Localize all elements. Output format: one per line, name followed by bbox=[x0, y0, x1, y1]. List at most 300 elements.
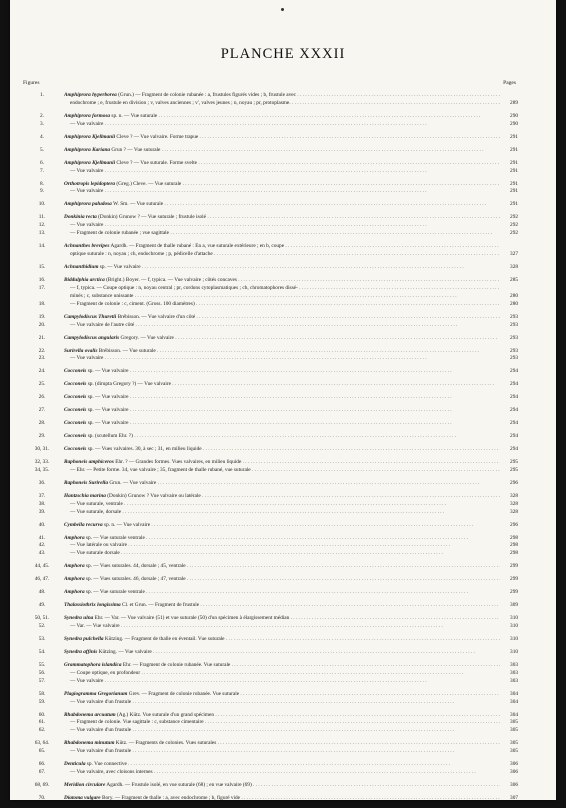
entry-text: — Vue valvaire bbox=[70, 222, 104, 229]
page-number: 305 bbox=[510, 740, 518, 747]
entry-description bbox=[64, 493, 500, 501]
page-number: 303 bbox=[510, 661, 518, 668]
entry-description bbox=[70, 727, 500, 735]
entry-text: — Fragment de colonie rubanée ; vue sagittale bbox=[70, 230, 169, 237]
entry-line bbox=[10, 113, 556, 121]
entry-text: Bory. — Fragment de thalle : a, avec endochrome ; b, figuré vide bbox=[100, 795, 241, 801]
entry-description bbox=[64, 201, 500, 209]
figure-number: 26. bbox=[38, 394, 46, 401]
entry-description bbox=[70, 748, 500, 756]
entry-line bbox=[10, 168, 556, 176]
species-name: Amphora bbox=[64, 589, 85, 596]
entry-description bbox=[64, 535, 500, 543]
entry-description bbox=[70, 168, 500, 176]
figure-number: 32, 33. bbox=[34, 458, 50, 465]
figure-entry bbox=[10, 92, 556, 108]
page-number: 293 bbox=[510, 334, 518, 341]
entry-description bbox=[70, 699, 500, 707]
page-number: 310 bbox=[510, 648, 518, 655]
entry-description bbox=[64, 615, 500, 623]
species-name: Raphoneis Surirella bbox=[64, 479, 109, 486]
species-name: Diatoma vulgare bbox=[64, 795, 101, 801]
entry-description bbox=[64, 407, 500, 415]
page-number: 294 bbox=[510, 394, 518, 401]
entry-text: — Vue valvaire d'un frustule bbox=[70, 698, 132, 705]
entry-text: Cl. et Grun. — Fragment de frustule bbox=[120, 602, 200, 609]
figure-number: 49. bbox=[38, 602, 46, 609]
entry-text: Ehr. ? — Grandes formes. Vues valvaires, en milieu liquide bbox=[113, 458, 242, 465]
figure-entry bbox=[10, 691, 556, 707]
entry-text: — Vue valvaire bbox=[70, 120, 104, 127]
entry-description bbox=[70, 293, 500, 301]
figure-number: 5. bbox=[40, 146, 44, 153]
page-number: 285 bbox=[510, 276, 518, 283]
entry-line bbox=[10, 522, 556, 530]
plate-page bbox=[10, 0, 556, 800]
page-number: 291 bbox=[510, 159, 518, 166]
entry-text: Grun. — Vue valvaire bbox=[108, 479, 157, 486]
page-number: 299 bbox=[510, 589, 518, 596]
figure-entry bbox=[10, 147, 556, 155]
species-name: Rhabdonema minutum bbox=[64, 740, 115, 747]
figure-number: 65. bbox=[38, 748, 46, 755]
figure-number: 25. bbox=[38, 381, 46, 388]
figure-entry bbox=[10, 446, 556, 454]
entry-line bbox=[10, 678, 556, 686]
page-number: 307 bbox=[510, 795, 518, 801]
entry-description bbox=[70, 230, 500, 238]
entry-description bbox=[64, 649, 500, 657]
page-number: 280 bbox=[510, 300, 518, 307]
figure-number: 1. bbox=[40, 92, 44, 98]
page-number: 291 bbox=[510, 133, 518, 140]
figure-entry bbox=[10, 522, 556, 530]
entry-description bbox=[70, 769, 500, 777]
entry-description bbox=[64, 522, 500, 530]
entry-text: — Ehr. — Petite forme. 34, vue valvaire ; 35, fragment de thalle rubané, vue suturale bbox=[70, 466, 251, 473]
page-number: 291 bbox=[510, 167, 518, 174]
figure-number: 10. bbox=[38, 201, 46, 208]
entry-line bbox=[10, 550, 556, 558]
entry-text: sp. (scutellum Ehr. ?) bbox=[86, 433, 133, 440]
figure-entry bbox=[10, 615, 556, 631]
page-number: 296 bbox=[510, 479, 518, 486]
entry-description bbox=[64, 691, 500, 699]
entry-line bbox=[10, 243, 556, 251]
page-number: 298 bbox=[510, 550, 518, 557]
figure-entry bbox=[10, 264, 556, 272]
figure-number: 6. bbox=[40, 159, 44, 166]
figure-number: 36. bbox=[38, 479, 46, 486]
entry-description bbox=[70, 355, 500, 363]
species-name: Campylodiscus angularis bbox=[64, 334, 120, 341]
entry-line bbox=[10, 368, 556, 376]
figure-number: 18. bbox=[38, 300, 46, 307]
species-name: Rhabdonema arcuatum bbox=[64, 711, 116, 718]
entry-description bbox=[70, 100, 500, 108]
figure-entry bbox=[10, 712, 556, 736]
entry-line bbox=[10, 509, 556, 517]
page-number: 280 bbox=[510, 292, 518, 299]
page-number: 294 bbox=[510, 446, 518, 452]
entry-text: sp. (dirupta Gregory ?) — Vue valvaire bbox=[86, 381, 171, 388]
species-name: Surirella ovalis bbox=[64, 347, 98, 354]
figure-number: 17. bbox=[38, 284, 46, 291]
figure-number: 58. bbox=[38, 690, 46, 697]
figure-number: 56. bbox=[38, 669, 46, 676]
page-number: 296 bbox=[510, 521, 518, 528]
figure-number: 44, 45. bbox=[34, 563, 50, 570]
entry-line bbox=[10, 121, 556, 129]
entry-line bbox=[10, 795, 556, 803]
entry-line bbox=[10, 92, 556, 100]
entry-line bbox=[10, 712, 556, 720]
figure-number: 43. bbox=[38, 550, 46, 557]
figure-number: 46, 47. bbox=[34, 576, 50, 583]
figure-entry bbox=[10, 535, 556, 559]
figure-entry bbox=[10, 563, 556, 571]
entry-line bbox=[10, 188, 556, 196]
species-name: Amphora bbox=[64, 576, 85, 583]
species-name: Cocconeis bbox=[64, 368, 87, 375]
entry-line bbox=[10, 719, 556, 727]
figure-number: 70. bbox=[38, 795, 46, 801]
entry-line bbox=[10, 264, 556, 272]
entry-description bbox=[64, 420, 500, 428]
figure-entry bbox=[10, 740, 556, 756]
page-number: 294 bbox=[510, 381, 518, 388]
figure-entry bbox=[10, 407, 556, 415]
entry-text: — Vue valvaire bbox=[70, 188, 104, 195]
entry-line bbox=[10, 285, 556, 293]
entry-description bbox=[70, 670, 500, 678]
page-number: 295 bbox=[510, 466, 518, 473]
figure-number: 4. bbox=[40, 133, 44, 140]
entry-description bbox=[64, 335, 500, 343]
entry-text: sp. — Vue valvaire bbox=[86, 407, 129, 414]
species-name: Raphoneis amphiceros bbox=[64, 458, 114, 465]
entry-description bbox=[64, 636, 500, 644]
figure-entry bbox=[10, 576, 556, 584]
species-name: Amphiprora paludosa bbox=[64, 201, 112, 208]
entry-text: — f, typica. — Coupe optique : n, noyau central ; pr, cordons cytoplasmatiques ; ch, chromatophores dissé- bbox=[70, 284, 298, 291]
entry-description bbox=[64, 147, 500, 155]
figure-number: 41. bbox=[38, 534, 46, 541]
figure-number: 63, 64. bbox=[34, 740, 50, 747]
figure-number: 38. bbox=[38, 500, 46, 507]
species-name: Grammatophora islandica bbox=[64, 661, 122, 668]
figure-entry bbox=[10, 420, 556, 428]
species-name: Amphora bbox=[64, 534, 85, 541]
species-name: Donkinia recta bbox=[64, 214, 97, 221]
figure-number: 24. bbox=[38, 368, 46, 375]
page-number: 293 bbox=[510, 313, 518, 320]
entry-description bbox=[70, 322, 500, 330]
entry-line bbox=[10, 670, 556, 678]
entry-line bbox=[10, 277, 556, 285]
figure-entry bbox=[10, 480, 556, 488]
figure-entry bbox=[10, 201, 556, 209]
page-number: 292 bbox=[510, 222, 518, 229]
entry-text: sp. n. — Vue suturale bbox=[110, 112, 158, 119]
entry-text: Ehr. — Fragment de colonie rubanée. Vue suturale bbox=[121, 661, 231, 668]
entry-description bbox=[64, 740, 500, 748]
entry-text: Cleve ? — Vue suturale. Forme svelte bbox=[115, 159, 198, 166]
page-number: 291 bbox=[510, 201, 518, 208]
species-name: Synedra pulchella bbox=[64, 635, 104, 642]
figure-entry bbox=[10, 160, 556, 176]
page-number: 293 bbox=[510, 355, 518, 362]
entry-text: sp. — Vues suturales. 44, dorsale ; 45, ventrale bbox=[84, 563, 186, 570]
entry-description bbox=[70, 467, 500, 475]
species-name: Amphiprora Kariana bbox=[64, 146, 111, 153]
page-number: 306 bbox=[510, 761, 518, 768]
entry-text: W. Sm. — Vue suturale bbox=[111, 201, 164, 208]
entry-description bbox=[70, 623, 500, 631]
figure-number: 7. bbox=[40, 167, 44, 174]
figure-entry bbox=[10, 761, 556, 777]
figure-number: 61. bbox=[38, 719, 46, 726]
entry-text: sp. — Vue suturale ventrale bbox=[84, 589, 145, 596]
entry-description bbox=[70, 188, 500, 196]
entry-text: — Fragment de colonie. Vue sagittale : c, substance cimentaire bbox=[70, 719, 204, 726]
entry-description bbox=[64, 92, 500, 100]
entry-text: Brébisson. — Vue valvaire d'un côté bbox=[116, 313, 196, 320]
page-number: 291 bbox=[510, 180, 518, 187]
entry-text: — Vue valvaire bbox=[70, 355, 104, 362]
page-number: 306 bbox=[510, 769, 518, 776]
page-number: 303 bbox=[510, 669, 518, 676]
entry-text: — Vue valvaire d'un frustule bbox=[70, 727, 132, 734]
figure-number: 23. bbox=[38, 355, 46, 362]
entry-line bbox=[10, 293, 556, 301]
page-number: 328 bbox=[510, 264, 518, 270]
page-number: 299 bbox=[510, 563, 518, 570]
figure-number: 8. bbox=[40, 180, 44, 187]
entry-text: Gregory. — Vue valvaire bbox=[119, 334, 174, 341]
entry-line bbox=[10, 134, 556, 142]
figure-number: 42. bbox=[38, 542, 46, 549]
entry-line bbox=[10, 662, 556, 670]
figure-number: 34, 35. bbox=[34, 466, 50, 473]
entry-text: — Vue valvaire, avec cloisons internes bbox=[70, 769, 153, 776]
figure-number: 29. bbox=[38, 433, 46, 440]
page-number: 305 bbox=[510, 719, 518, 726]
entry-line bbox=[10, 602, 556, 610]
entry-text: Brébisson. — Vue suturale bbox=[97, 347, 156, 354]
entry-text: — Vue suturale dorsale bbox=[70, 550, 120, 557]
figure-entry bbox=[10, 589, 556, 597]
entry-description bbox=[64, 795, 500, 803]
species-name: Achnanthes brevipes bbox=[64, 243, 110, 250]
page-number: 310 bbox=[510, 623, 518, 629]
entry-line bbox=[10, 160, 556, 168]
entry-text: sp. n. — Vue valvaire bbox=[102, 521, 151, 528]
entry-text: — Fragment de colonie : c, ciment. (Gross. 100 diamètres) bbox=[70, 300, 195, 307]
species-name: Cocconeis bbox=[64, 407, 87, 414]
figure-number: 68, 69. bbox=[34, 782, 50, 789]
entry-description bbox=[64, 243, 500, 251]
figure-number: 12. bbox=[38, 222, 46, 229]
page-number: 293 bbox=[510, 321, 518, 328]
entry-text: Kütz. — Fragments de colonies. Vues suturales bbox=[114, 740, 217, 747]
entry-text: sp. — Vue suturale ventrale bbox=[84, 534, 145, 541]
entry-text: Ehr. — Var. — Vue valvaire (51) et vue suturale (50) d'un spécimen à élargissement médian bbox=[93, 615, 290, 622]
page-number: 304 bbox=[510, 711, 518, 718]
species-name: Biddulphia arctica bbox=[64, 276, 105, 283]
entry-line bbox=[10, 761, 556, 769]
page-number: 328 bbox=[510, 508, 518, 515]
entry-description bbox=[70, 301, 500, 309]
entry-description bbox=[70, 285, 500, 293]
entry-line bbox=[10, 535, 556, 543]
entry-text: sp. — Vue valvaire bbox=[86, 394, 129, 401]
figure-entry bbox=[10, 368, 556, 376]
entry-description bbox=[64, 563, 500, 571]
figure-entry bbox=[10, 113, 556, 129]
page-number: 310 bbox=[510, 635, 518, 642]
figure-entry bbox=[10, 394, 556, 402]
entry-line bbox=[10, 542, 556, 550]
figure-entry bbox=[10, 381, 556, 389]
figure-number: 9. bbox=[40, 188, 44, 195]
entry-text: sp. Vue connective bbox=[85, 761, 127, 768]
entry-line bbox=[10, 589, 556, 597]
entry-text: Kützing. — Fragment de thalle en éventail. Vue suturale bbox=[103, 635, 225, 642]
figure-number: 28. bbox=[38, 420, 46, 427]
figure-number: 16. bbox=[38, 276, 46, 283]
species-name: Cocconeis bbox=[64, 394, 87, 401]
figure-number: 3. bbox=[40, 120, 44, 127]
figure-number: 19. bbox=[38, 313, 46, 320]
entry-text: — Var. — Vue valvaire bbox=[70, 623, 120, 629]
figure-number: 62. bbox=[38, 727, 46, 734]
entry-text: minés ; c, substance unissante bbox=[70, 292, 134, 299]
page-number: 292 bbox=[510, 230, 518, 237]
entry-description bbox=[64, 113, 500, 121]
figure-entry bbox=[10, 493, 556, 517]
entry-description bbox=[64, 589, 500, 597]
entry-text: — Vue valvaire de l'autre côté bbox=[70, 321, 135, 328]
figure-number: 20. bbox=[38, 321, 46, 328]
entry-separator bbox=[10, 803, 556, 808]
entry-description bbox=[64, 160, 500, 168]
figure-number: 39. bbox=[38, 508, 46, 515]
page-number: 299 bbox=[510, 576, 518, 583]
entry-description bbox=[64, 712, 500, 720]
figures-column-header: Figures bbox=[23, 80, 40, 86]
entry-line bbox=[10, 727, 556, 735]
entry-text: endochrome ; e, frustule en division ; v, valves anciennes ; v', valves jeunes ; n, noyau ; pr, protoplasme. bbox=[70, 99, 291, 106]
page-number: 291 bbox=[510, 146, 518, 153]
entry-line bbox=[10, 623, 556, 631]
entry-description bbox=[70, 542, 500, 550]
entry-line bbox=[10, 459, 556, 467]
figure-number: 67. bbox=[38, 769, 46, 776]
entry-description bbox=[70, 678, 500, 686]
figure-number: 13. bbox=[38, 230, 46, 237]
figure-number: 50, 51. bbox=[34, 615, 50, 622]
entry-description bbox=[64, 446, 500, 454]
page-number: 295 bbox=[510, 458, 518, 465]
figure-number: 40. bbox=[38, 521, 46, 528]
entry-description bbox=[64, 602, 500, 610]
species-name: Hantzschia marina bbox=[64, 492, 106, 499]
pages-column-header: Pages bbox=[503, 80, 516, 86]
entry-line bbox=[10, 501, 556, 509]
entry-line bbox=[10, 769, 556, 777]
entry-line bbox=[10, 394, 556, 402]
entry-line bbox=[10, 649, 556, 657]
figure-number: 14. bbox=[38, 243, 46, 250]
entry-line bbox=[10, 322, 556, 330]
figure-entry bbox=[10, 433, 556, 441]
figure-number: 55. bbox=[38, 661, 46, 668]
entry-description bbox=[64, 134, 500, 142]
entry-line bbox=[10, 446, 556, 454]
figure-entry bbox=[10, 134, 556, 142]
entry-text: Grev. — Fragment de colonie rubanée. Vue suturale bbox=[127, 690, 240, 697]
entry-text: optique suturale : n, noyau ; ch, endochrome ; p, pédicelle d'attache bbox=[70, 251, 213, 258]
species-name: Campylodiscus Thuretii bbox=[64, 313, 117, 320]
entry-line bbox=[10, 201, 556, 209]
entry-text: (Grun.) — Fragment de colonie rubanée : a, frustules figurés vides ; b, frustule avec bbox=[116, 92, 296, 98]
entry-description bbox=[64, 314, 500, 322]
figure-number: 2. bbox=[40, 112, 44, 119]
entry-description bbox=[64, 368, 500, 376]
figure-entry bbox=[10, 602, 556, 610]
entry-description bbox=[64, 480, 500, 488]
entry-line bbox=[10, 420, 556, 428]
species-name: Amphiprora Kjellmanii bbox=[64, 159, 116, 166]
entry-line bbox=[10, 480, 556, 488]
entry-line bbox=[10, 100, 556, 108]
entry-line bbox=[10, 782, 556, 790]
entry-line bbox=[10, 147, 556, 155]
entry-line bbox=[10, 563, 556, 571]
figure-entry bbox=[10, 214, 556, 238]
figure-number: 53. bbox=[38, 635, 46, 642]
entry-text: Cleve ? — Vue valvaire. Forme trapue bbox=[115, 133, 199, 140]
figure-number: 27. bbox=[38, 407, 46, 414]
entry-text: (Bright.) Boyer. — f, typica. — Vue valvaire ; côtés concaves bbox=[104, 276, 237, 283]
page-number: 304 bbox=[510, 698, 518, 705]
entry-description bbox=[70, 251, 500, 259]
page-number: 303 bbox=[510, 677, 518, 684]
entry-text: — Vue valvaire d'un frustule bbox=[70, 748, 132, 755]
entry-text: — Vue suturale, ventrale bbox=[70, 500, 123, 507]
figure-entry bbox=[10, 662, 556, 686]
figure-number: 15. bbox=[38, 264, 46, 270]
entry-line bbox=[10, 699, 556, 707]
species-name: Denticula bbox=[64, 761, 86, 768]
entry-line bbox=[10, 407, 556, 415]
entry-description bbox=[64, 181, 500, 189]
page-number: 309 bbox=[510, 602, 518, 609]
species-name: Cocconeis bbox=[64, 381, 87, 388]
entry-description bbox=[64, 277, 500, 285]
page-number: 294 bbox=[510, 368, 518, 375]
species-name: Thalassiothrix longissima bbox=[64, 602, 121, 609]
entry-description bbox=[64, 433, 500, 441]
entry-line bbox=[10, 576, 556, 584]
page-number: 328 bbox=[510, 492, 518, 499]
entry-description bbox=[64, 264, 500, 272]
entry-line bbox=[10, 335, 556, 343]
figure-entry bbox=[10, 636, 556, 644]
figure-number: 37. bbox=[38, 492, 46, 499]
figure-entry bbox=[10, 348, 556, 364]
